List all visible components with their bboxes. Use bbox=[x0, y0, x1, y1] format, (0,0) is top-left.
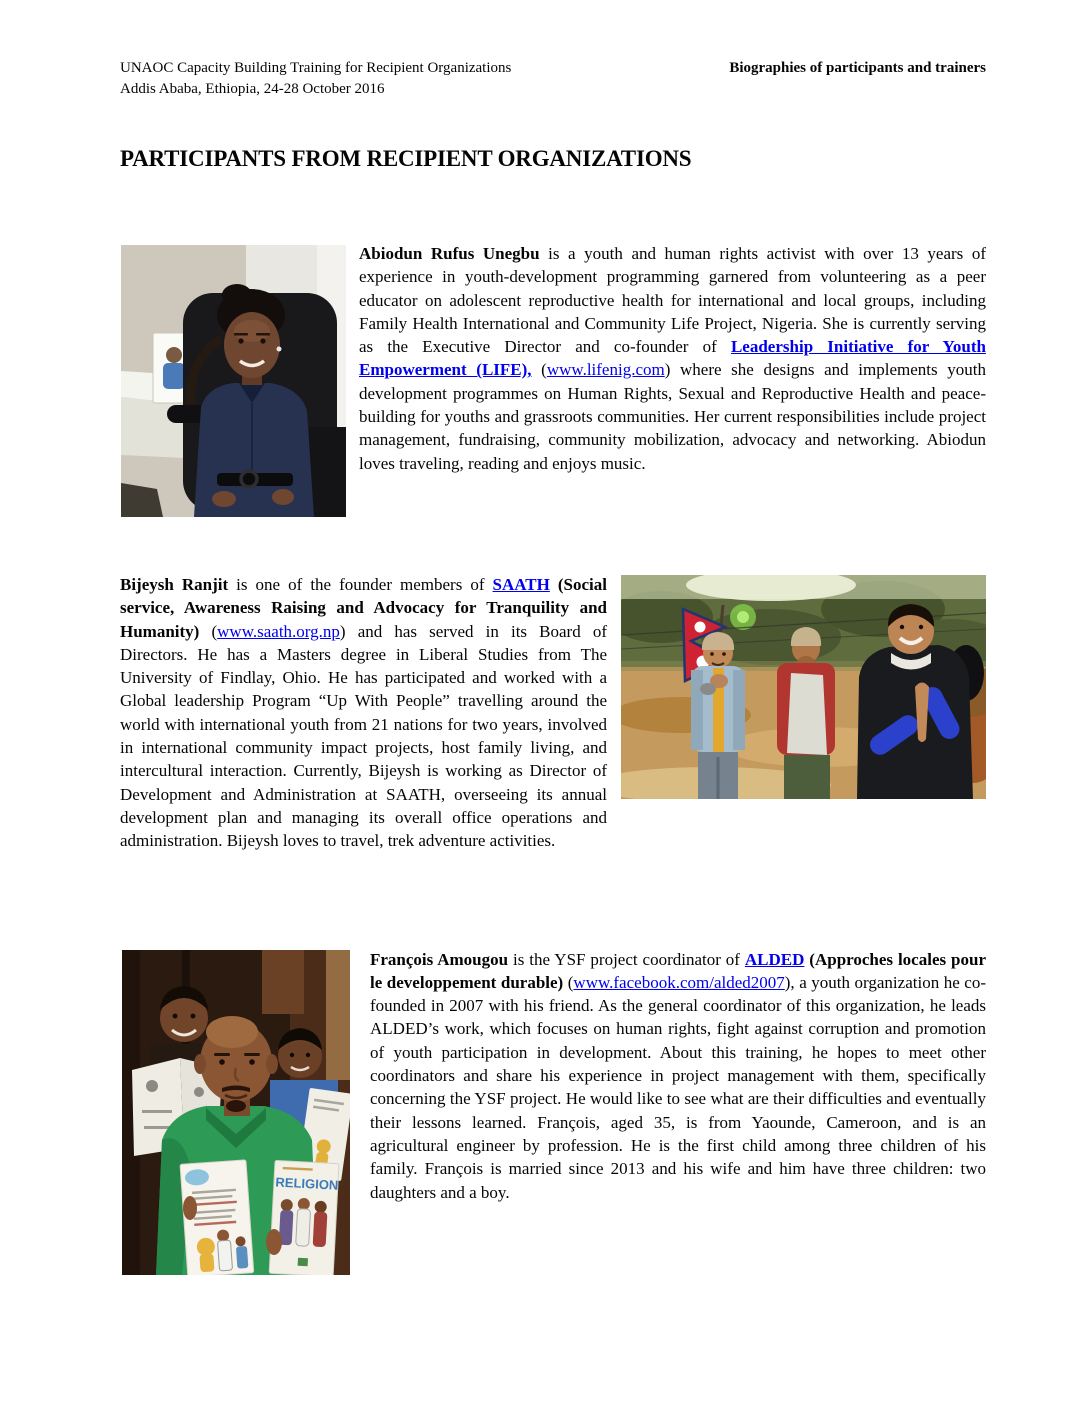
hyperlink[interactable]: www.saath.org.np bbox=[217, 621, 340, 641]
bold-text-segment: Abiodun Rufus Unegbu bbox=[359, 244, 540, 263]
booklet-religion bbox=[269, 1160, 339, 1275]
text-segment: ) where she designs and implements youth development programmes on Human Rights, Sexual and Reproductive Health and peace-building for youths and grassroots communities. Her current responsibilities include project management, fundraising, community mobilization, advocacy and networking. Abiodun loves traveling, reading and enjoys music. bbox=[359, 360, 986, 473]
booklet-title-text: RELIGION bbox=[275, 1174, 339, 1193]
header-event-location-date: Addis Ababa, Ethiopia, 24-28 October 2016 bbox=[120, 81, 385, 97]
hyperlink[interactable]: www.facebook.com/alded2007 bbox=[573, 972, 785, 992]
photo-bijeysh bbox=[621, 575, 986, 799]
page-header bbox=[120, 58, 986, 100]
hyperlink[interactable]: www.lifenig.com bbox=[546, 360, 665, 380]
hyperlink[interactable]: ALDED bbox=[744, 949, 805, 969]
text-segment: ( bbox=[531, 360, 547, 380]
bio-bijeysh bbox=[120, 573, 986, 853]
header-left bbox=[120, 58, 511, 100]
hyperlink[interactable]: SAATH bbox=[492, 575, 550, 594]
bold-text-segment: François Amougou bbox=[370, 949, 509, 969]
header-doc-type: Biographies of participants and trainers bbox=[729, 60, 986, 76]
header-event-title: UNAOC Capacity Building Training for Recipient Organizations bbox=[120, 60, 512, 76]
text-segment: is the YSF project coordinator of bbox=[508, 949, 745, 969]
text-segment: ), a youth organization he co-founded in 2007 with his friend. As the general coordinator of this organization, he leads ALDED’s work, which focuses on human rights, fight against corruption and promotion of youth participation in development. About this training, he hopes to meet other coordinators and share his experience in project management with them, specifically concerning the YSF project. He would like to see what are their difficulties and eventually their lessons learned. François, aged 35, is from Yaounde, Cameroon, and is an agricultural engineer by profession. He is the first child among three children of his family. François is married since 2013 and his wife and him have three children: two daughters and a boy. bbox=[370, 972, 987, 1202]
text-segment: ( bbox=[567, 972, 574, 992]
bold-text-segment: (Social service, Awareness Raising and Advocacy for Tranquility and Humanity) bbox=[120, 575, 607, 641]
bio-abiodun bbox=[120, 242, 986, 521]
photo-abiodun bbox=[121, 245, 346, 517]
text-segment: is a youth and human rights activist with over 13 years of experience in youth-development programming garnered from volunteering as a peer educator on adolescent reproductive health for international and local groups, including Family Health International and Community Life Project, Nigeria. She is currently serving as the Executive Director and co-founder of bbox=[359, 244, 987, 357]
page-title: PARTICIPANTS FROM RECIPIENT ORGANIZATIONS bbox=[120, 146, 692, 171]
text-segment: is one of the founder members of bbox=[228, 575, 493, 594]
photo-francois bbox=[122, 950, 350, 1275]
bold-text-segment: Bijeysh Ranjit bbox=[120, 575, 229, 594]
hyperlink[interactable]: Leadership Initiative for Youth Empowerment (LIFE), bbox=[359, 337, 986, 380]
bold-text-segment: (Approches locales pour le developpement durable) bbox=[370, 949, 986, 992]
text-segment: ( bbox=[211, 621, 218, 641]
bio-francois bbox=[120, 948, 986, 1279]
text-segment: ) and has served in its Board of Directors. He has a Masters degree in Liberal Studies from The University of Findlay, Ohio. He has participated and worked with a Global leadership Program “Up With People” travelling around the world with international youth from 21 nations for two years, involved in international community impact projects, host family living, and intercultural interaction. Currently, Bijeysh is working as Director of Development and Administration at SAATH, overseeing its annual development plan and managing its overall office operations and administration. Bijeysh loves to travel, trek adventure activities. bbox=[120, 621, 607, 851]
